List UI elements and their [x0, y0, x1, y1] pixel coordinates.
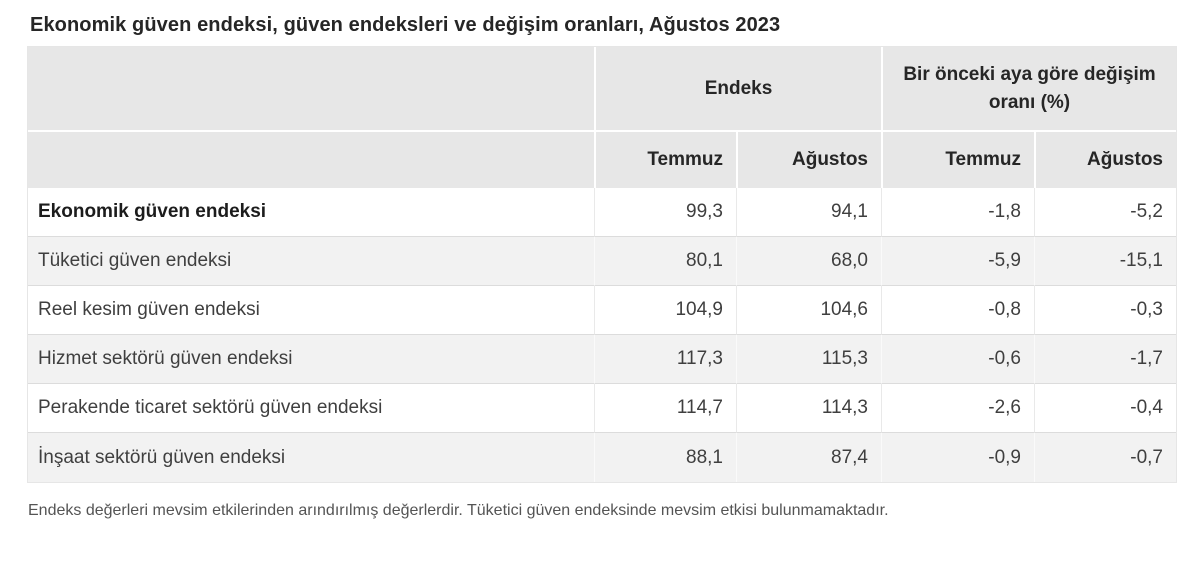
- col-header-endeks-temmuz: Temmuz: [594, 132, 736, 188]
- value-cell: 68,0: [736, 237, 881, 286]
- value-cell: -5,2: [1034, 188, 1176, 237]
- row-label: İnşaat sektörü güven endeksi: [28, 433, 594, 482]
- value-cell: 94,1: [736, 188, 881, 237]
- col-header-endeks-agustos: Ağustos: [736, 132, 881, 188]
- group-header-monthly-change: Bir önceki aya göre değişim oranı (%): [881, 47, 1176, 132]
- value-cell: 117,3: [594, 335, 736, 384]
- value-cell: 115,3: [736, 335, 881, 384]
- value-cell: 80,1: [594, 237, 736, 286]
- corner-cell-sub: [28, 132, 594, 188]
- table-row: [28, 384, 1176, 433]
- footnote: Endeks değerleri mevsim etkilerinden arındırılmış değerlerdir. Tüketici güven endeksinde mevsim etkisi bulunmamaktadır.: [28, 502, 889, 519]
- table-header: [28, 47, 1176, 188]
- value-cell: 87,4: [736, 433, 881, 482]
- value-cell: -15,1: [1034, 237, 1176, 286]
- value-cell: 104,6: [736, 286, 881, 335]
- table-row: [28, 433, 1176, 482]
- table-row: [28, 237, 1176, 286]
- row-label: Ekonomik güven endeksi: [28, 188, 594, 237]
- table-row: [28, 335, 1176, 384]
- value-cell: -2,6: [881, 384, 1034, 433]
- value-cell: 114,3: [736, 384, 881, 433]
- col-header-change-temmuz: Temmuz: [881, 132, 1034, 188]
- group-header-row: [28, 47, 1176, 132]
- corner-cell: [28, 47, 594, 132]
- col-header-change-agustos: Ağustos: [1034, 132, 1176, 188]
- value-cell: -1,7: [1034, 335, 1176, 384]
- value-cell: -1,8: [881, 188, 1034, 237]
- value-cell: -5,9: [881, 237, 1034, 286]
- row-label: Reel kesim güven endeksi: [28, 286, 594, 335]
- sub-header-row: [28, 132, 1176, 188]
- value-cell: -0,6: [881, 335, 1034, 384]
- value-cell: 99,3: [594, 188, 736, 237]
- value-cell: -0,9: [881, 433, 1034, 482]
- value-cell: 88,1: [594, 433, 736, 482]
- value-cell: -0,3: [1034, 286, 1176, 335]
- page-title: Ekonomik güven endeksi, güven endeksleri ve değişim oranları, Ağustos 2023: [30, 14, 781, 36]
- row-label: Perakende ticaret sektörü güven endeksi: [28, 384, 594, 433]
- value-cell: 104,9: [594, 286, 736, 335]
- value-cell: -0,4: [1034, 384, 1176, 433]
- value-cell: -0,8: [881, 286, 1034, 335]
- table-row: [28, 286, 1176, 335]
- row-label: Hizmet sektörü güven endeksi: [28, 335, 594, 384]
- table-body: [28, 188, 1176, 482]
- confidence-index-table: [27, 46, 1177, 483]
- row-label: Tüketici güven endeksi: [28, 237, 594, 286]
- value-cell: 114,7: [594, 384, 736, 433]
- group-header-endeks: Endeks: [594, 47, 881, 132]
- value-cell: -0,7: [1034, 433, 1176, 482]
- table-row: [28, 188, 1176, 237]
